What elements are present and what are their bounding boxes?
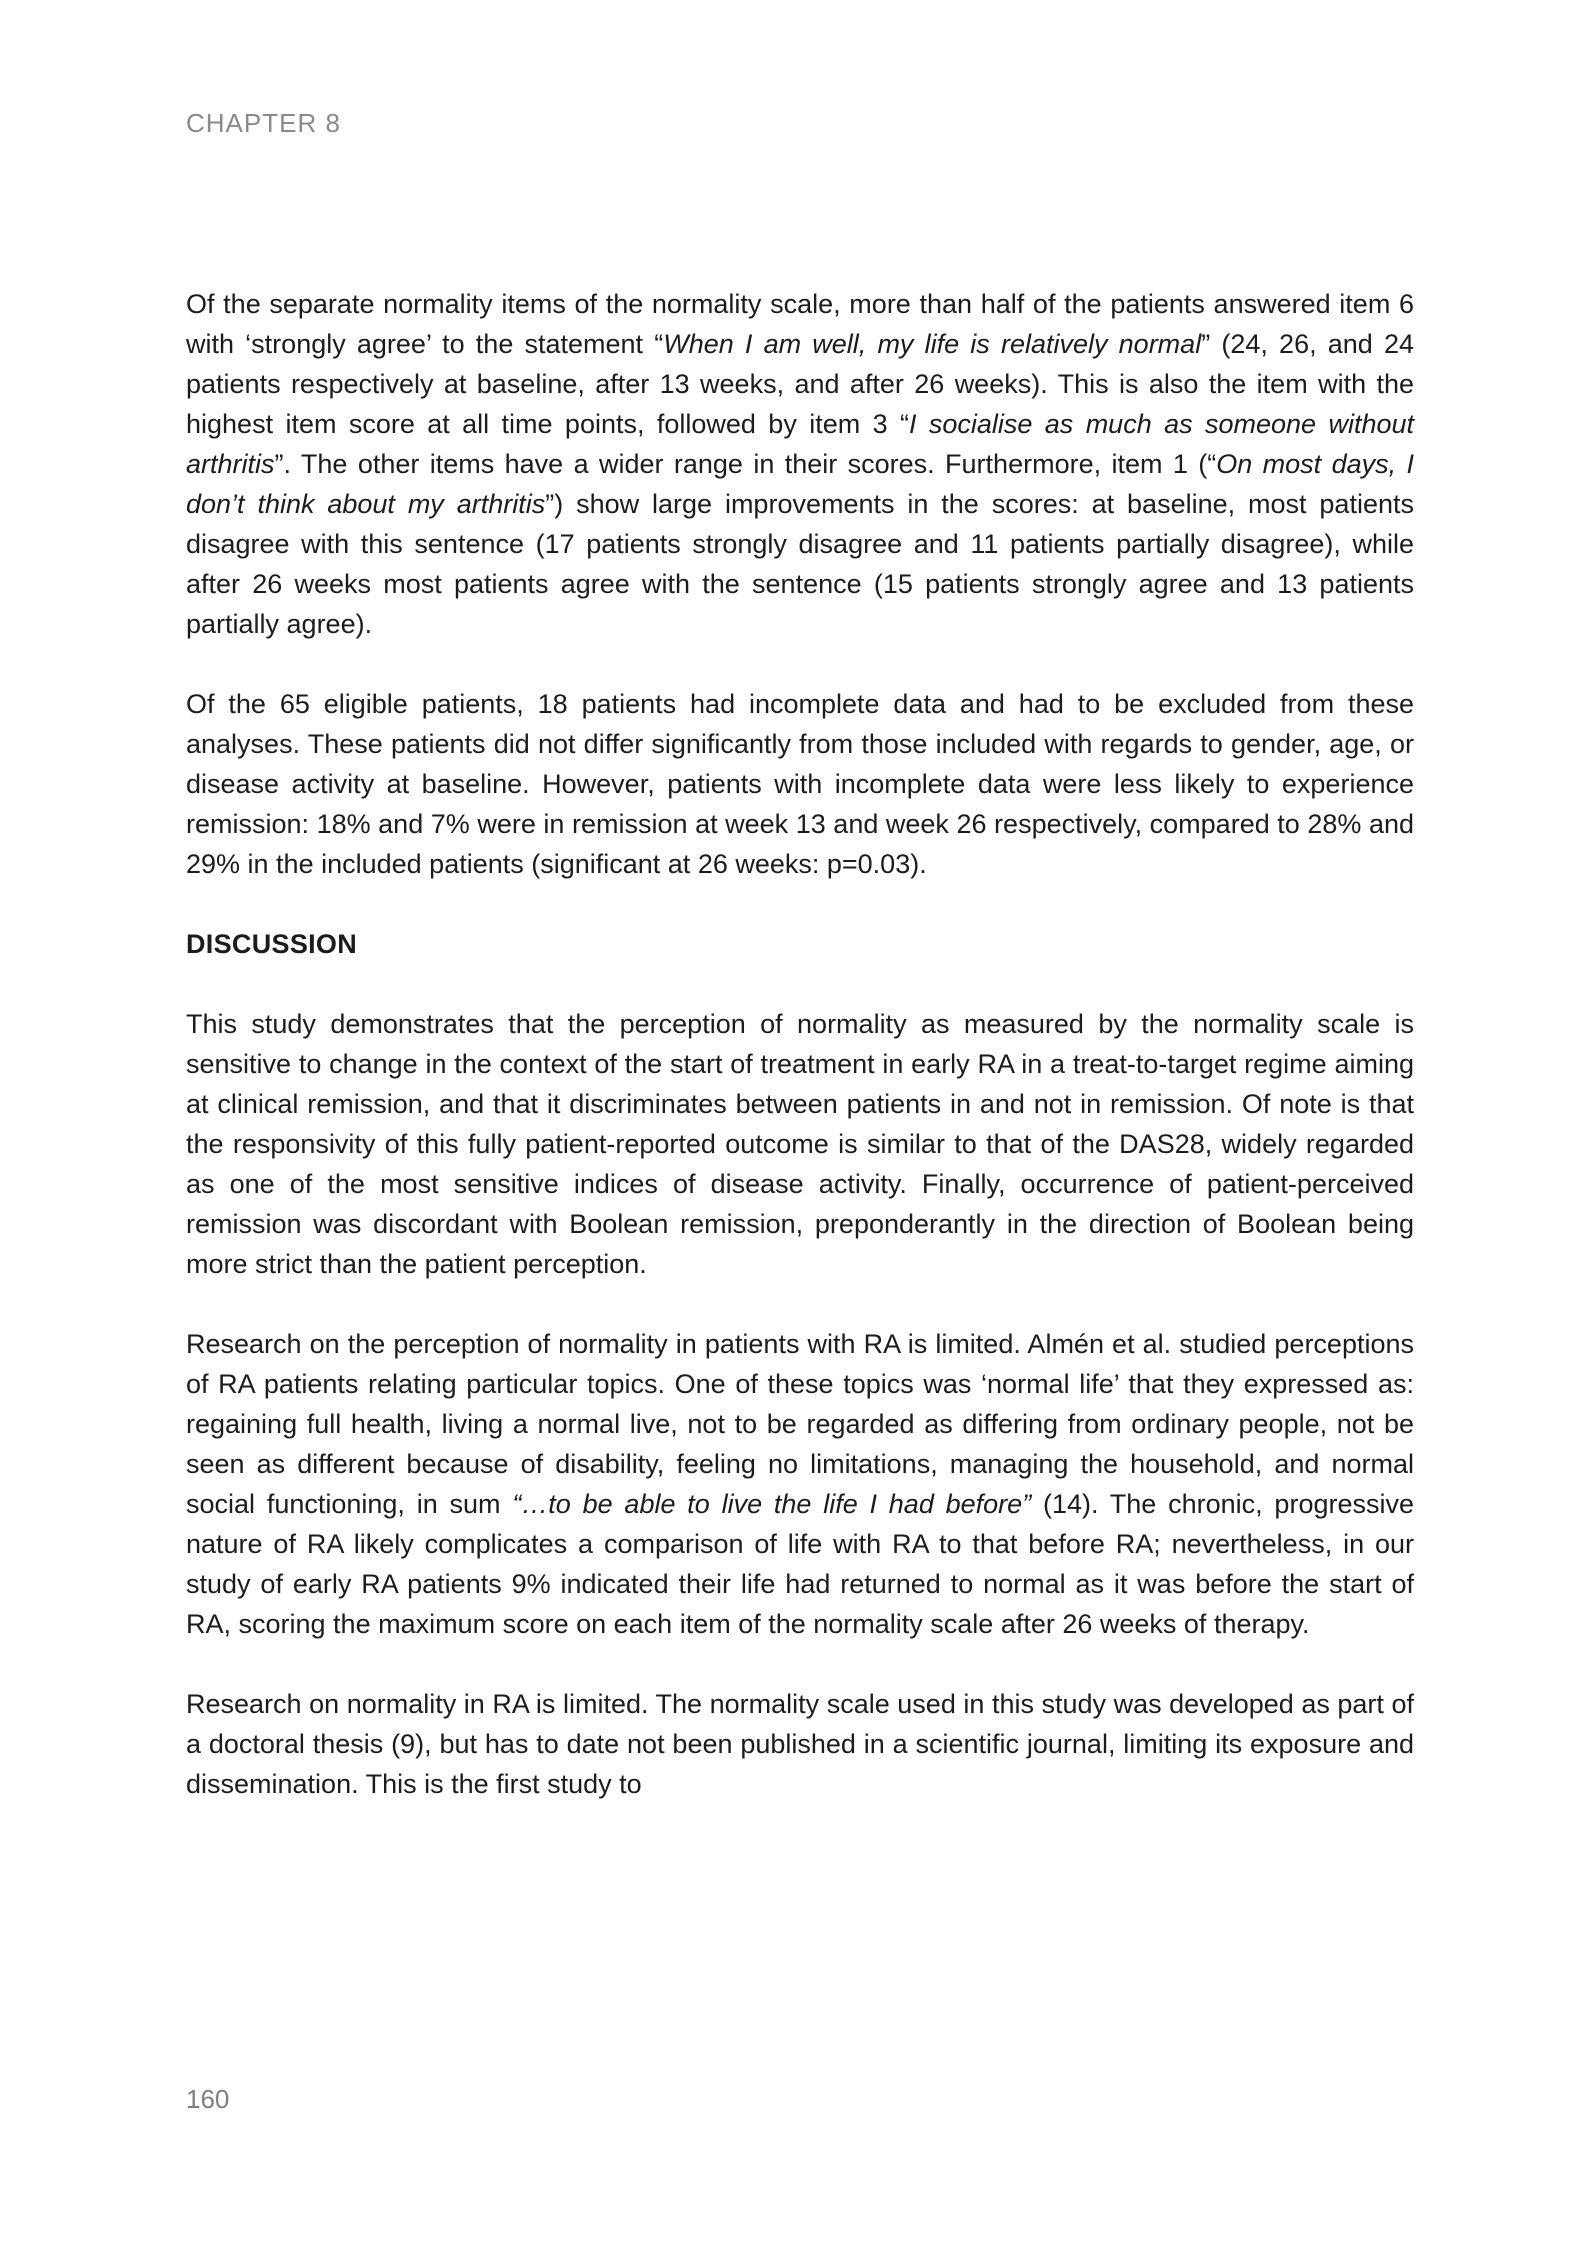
paragraph: [186, 1004, 1414, 1284]
text-run: ”) show large improvements in the scores: at baseline, most patients disagree with this sentence (17 patients strongly disagree and 11 patients partially disagree), while after 26 weeks most patients agree with the sentence (15 patients strongly agree and 13 patients partially agree).: [186, 489, 1414, 639]
body-text: [186, 284, 1414, 1844]
text-run: This study demonstrates that the perception of normality as measured by the normality scale is sensitive to change in the context of the start of treatment in early RA in a treat-to-target regime aiming at clinical remission, and that it discriminates between patients in and not in remission. Of note is that the responsivity of this fully patient-reported outcome is similar to that of the DAS28, widely regarded as one of the most sensitive indices of disease activity. Finally, occurrence of patient-perceived remission was discordant with Boolean remission, preponderantly in the direction of Boolean being more strict than the patient perception.: [186, 1009, 1414, 1279]
chapter-header: CHAPTER 8: [186, 108, 341, 138]
text-run: Research on the perception of normality in patients with RA is limited. Almén et al. studied perceptions of RA patients relating particular topics. One of these topics was ‘normal life’ that they expressed as: regaining full health, living a normal live, not to be regarded as differing from ordinary people, not be seen as different because of disability, feeling no limitations, managing the household, and normal social functioning, in sum: [186, 1329, 1414, 1519]
italic-text-run: “…to be able to live the life I had before”: [512, 1489, 1032, 1519]
text-run: Research on normality in RA is limited. The normality scale used in this study was developed as part of a doctoral thesis (9), but has to date not been published in a scientific journal, limiting its exposure and dissemination. This is the first study to: [186, 1689, 1414, 1799]
section-heading: [186, 924, 1414, 964]
paragraph: [186, 284, 1414, 644]
italic-text-run: When I am well, my life is relatively normal: [663, 329, 1202, 359]
text-run: Of the separate normality items of the normality scale, more than half of the patients answered item 6 with ‘strongly agree’ to the statement “: [186, 289, 1414, 359]
text-run: ” (24, 26, and 24 patients respectively at baseline, after 13 weeks, and after 26 weeks). This is also the item with the highest item score at all time points, followed by item 3 “: [186, 329, 1415, 439]
text-run: DISCUSSION: [186, 929, 358, 959]
italic-text-run: On most days, I don’t think about my arthritis: [186, 449, 1414, 519]
paragraph: [186, 684, 1414, 884]
paragraph: [186, 1324, 1414, 1644]
italic-text-run: I socialise as much as someone without arthritis: [186, 409, 1414, 479]
paragraph: [186, 1684, 1414, 1804]
text-run: ”. The other items have a wider range in their scores. Furthermore, item 1 (“: [274, 449, 1217, 479]
text-run: Of the 65 eligible patients, 18 patients had incomplete data and had to be excluded from these analyses. These patients did not differ significantly from those included with regards to gender, age, or disease activity at baseline. However, patients with incomplete data were less likely to experience remission: 18% and 7% were in remission at week 13 and week 26 respectively, compared to 28% and 29% in the included patients (significant at 26 weeks: p=0.03).: [186, 689, 1414, 879]
text-run: (14). The chronic, progressive nature of RA likely complicates a comparison of life with RA to that before RA; nevertheless, in our study of early RA patients 9% indicated their life had returned to normal as it was before the start of RA, scoring the maximum score on each item of the normality scale after 26 weeks of therapy.: [186, 1489, 1414, 1639]
page-number: 160: [186, 2084, 230, 2114]
